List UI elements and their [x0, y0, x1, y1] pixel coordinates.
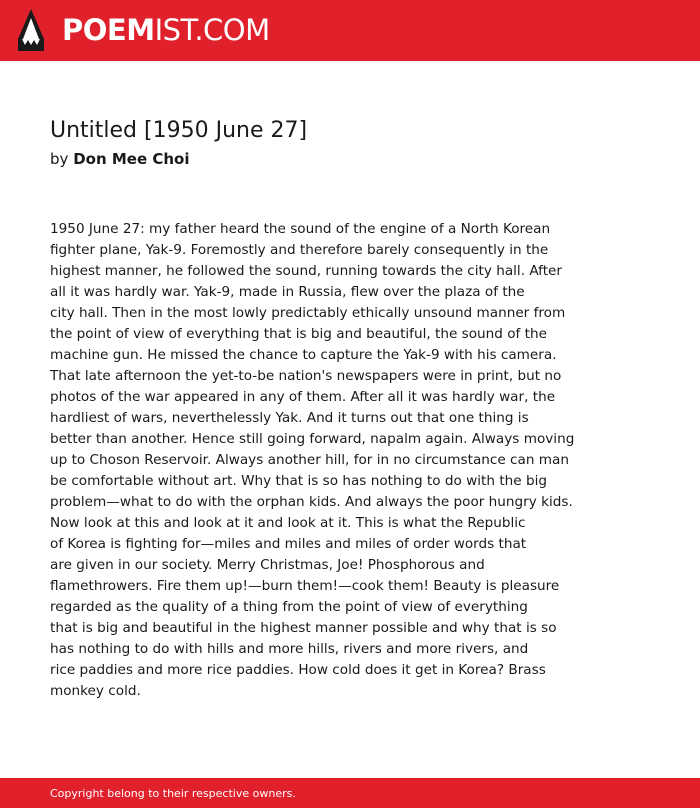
poem-body [50, 219, 650, 702]
poem-line: better than another. Hence still going forward, napalm again. Always moving [50, 431, 575, 447]
poem-title: Untitled [1950 June 27] [50, 118, 308, 143]
poem-line: problem—what to do with the orphan kids. And always the poor hungry kids. [50, 494, 573, 510]
byline [50, 148, 189, 170]
poem-line: be comfortable without art. Why that is so has nothing to do with the big [50, 473, 547, 489]
poem-line: monkey cold. [50, 683, 141, 699]
author-name: Don Mee Choi [73, 150, 190, 168]
poem-line: highest manner, he followed the sound, running towards the city hall. After [50, 263, 562, 279]
poem-line: hardliest of wars, neverthelessly Yak. And it turns out that one thing is [50, 410, 529, 426]
poem-line: photos of the war appeared in any of them. After all it was hardly war, the [50, 389, 556, 405]
brand-light: IST.COM [154, 13, 270, 47]
site-header [0, 0, 700, 61]
poem-line: 1950 June 27: my father heard the sound of the engine of a North Korean [50, 221, 551, 237]
poem-line: city hall. Then in the most lowly predictably ethically unsound manner from [50, 305, 566, 321]
pencil-tip-icon[interactable] [18, 9, 44, 51]
poem-line: the point of view of everything that is big and beautiful, the sound of the [50, 326, 547, 342]
poem-line: fighter plane, Yak-9. Foremostly and therefore barely consequently in the [50, 242, 549, 258]
poem-line: That late afternoon the yet-to-be nation's newspapers were in print, but no [50, 368, 562, 384]
poem-line: of Korea is fighting for—miles and miles and miles of order words that [50, 536, 527, 552]
poem-line: machine gun. He missed the chance to capture the Yak-9 with his camera. [50, 347, 557, 363]
poem-line: has nothing to do with hills and more hills, rivers and more rivers, and [50, 641, 529, 657]
poem-line: up to Choson Reservoir. Always another hill, for in no circumstance can man [50, 452, 569, 468]
brand-bold: POEM [62, 13, 155, 47]
copyright-text: Copyright belong to their respective owners. [50, 787, 296, 800]
poem-line: rice paddies and more rice paddies. How cold does it get in Korea? Brass [50, 662, 546, 678]
poem-line: flamethrowers. Fire them up!—burn them!—cook them! Beauty is pleasure [50, 578, 560, 594]
poem-line: are given in our society. Merry Christmas, Joe! Phosphorous and [50, 557, 485, 573]
site-footer [0, 778, 700, 808]
poem-line: Now look at this and look at it and look at it. This is what the Republic [50, 515, 526, 531]
poem-line: regarded as the quality of a thing from the point of view of everything [50, 599, 528, 615]
poem-line: all it was hardly war. Yak-9, made in Russia, flew over the plaza of the [50, 284, 525, 300]
poem-line: that is big and beautiful in the highest manner possible and why that is so [50, 620, 557, 636]
by-label: by [50, 150, 69, 168]
site-logo-text[interactable] [62, 13, 270, 47]
